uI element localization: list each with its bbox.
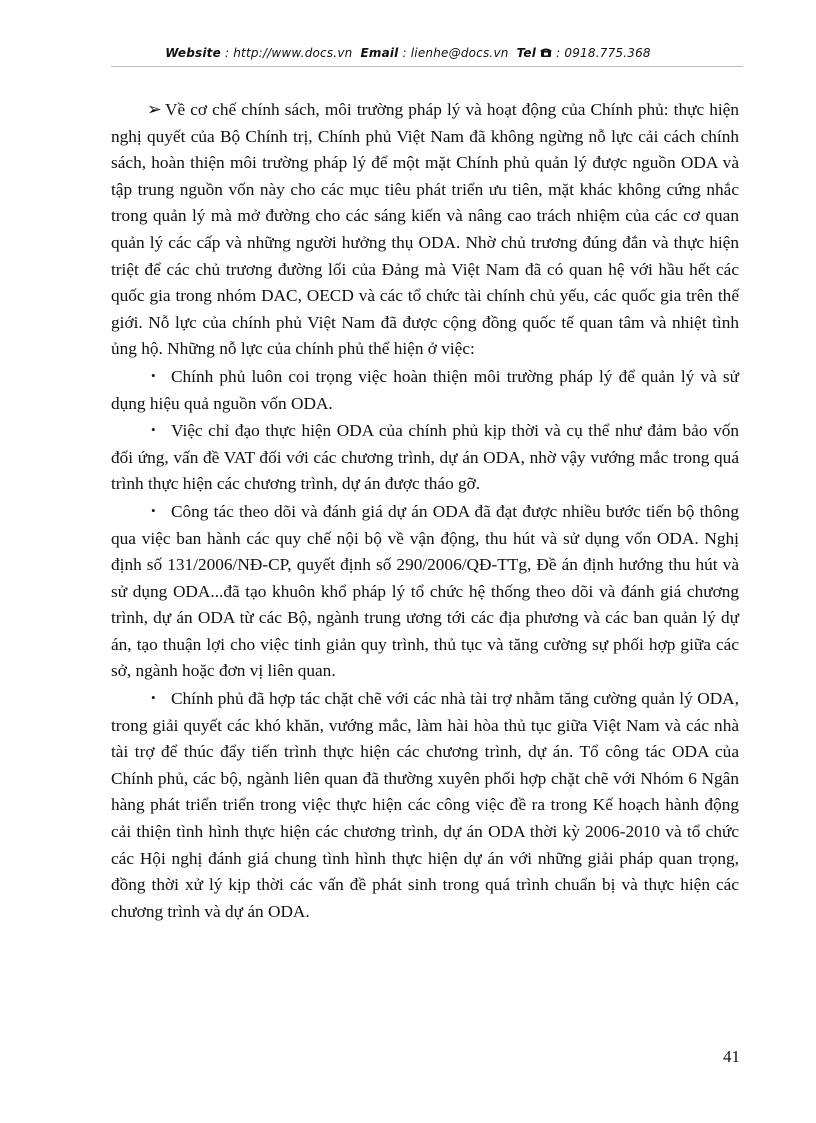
- bullet-paragraph: [111, 685, 739, 925]
- website-label: Website: [165, 46, 221, 60]
- bullet-icon: •: [151, 367, 156, 383]
- header-divider: [111, 66, 743, 67]
- bullet-paragraph: [111, 498, 739, 685]
- page-header: [0, 46, 816, 60]
- tel-label: Tel: [516, 46, 537, 60]
- email-value: : lienhe@docs.vn: [402, 46, 509, 60]
- bullet-icon: •: [151, 422, 156, 438]
- email-label: Email: [360, 46, 399, 60]
- bullet-icon: •: [151, 502, 156, 518]
- arrow-bullet-icon: ➢: [147, 100, 162, 119]
- bullet-text: Công tác theo dõi và đánh giá dự án ODA đã đạt được nhiều bước tiến bộ thông qua việc ban hành các quy chế nội bộ về vận động, thu hút và sử dụng vốn ODA. Nghị định số 131/2006/NĐ-CP, quyết định số 290/2006/QĐ-TTg, Đề án định hướng thu hút và sử dụng ODA...đã tạo khuôn khổ pháp lý tổ chức hệ thống theo dõi và đánh giá chương trình, dự án ODA từ các Bộ, ngành trung ương tới các địa phương và các ban quản lý dự án, tạo thuận lợi cho việc tinh giản quy trình, thủ tục và tăng cường sự phối hợp giữa các sở, ngành hoặc đơn vị liên quan.: [111, 501, 739, 681]
- tel-value: : 0918.775.368: [556, 46, 651, 60]
- bullet-icon: •: [151, 690, 156, 706]
- bullet-paragraph: [111, 417, 739, 498]
- lead-text: Về cơ chế chính sách, môi trường pháp lý và hoạt động của Chính phủ: thực hiện nghị quyết của Bộ Chính trị, Chính phủ Việt Nam đã không ngừng nỗ lực cải cách chính sách, hoàn thiện môi trường pháp lý để một mặt Chính phủ quản lý được nguồn ODA và tập trung nguồn vốn này cho các mục tiêu phát triển ưu tiên, mặt khác không cứng nhắc trong quản lý mà mở đường cho các sáng kiến và nâng cao trách nhiệm của các cơ quan quản lý các cấp và những người hưởng thụ ODA. Nhờ chủ trương đúng đắn và thực hiện triệt để các chủ trương đường lối của Đảng mà Việt Nam đã có quan hệ với hầu hết các quốc gia trong nhóm DAC, OECD và các tổ chức tài chính chủ yếu, các quốc gia trên thế giới. Nỗ lực của chính phủ Việt Nam đã được cộng đồng quốc tế quan tâm và nhiệt tình ủng hộ. Những nỗ lực của chính phủ thể hiện ở việc:: [111, 100, 739, 359]
- lead-paragraph: [111, 97, 739, 363]
- bullet-paragraph: [111, 363, 739, 417]
- bullet-text: Chính phủ luôn coi trọng việc hoàn thiện môi trường pháp lý để quản lý và sử dụng hiệu quả nguồn vốn ODA.: [111, 366, 739, 413]
- bullet-text: Chính phủ đã hợp tác chặt chẽ với các nhà tài trợ nhằm tăng cường quản lý ODA, trong giải quyết các khó khăn, vướng mắc, làm hài hòa thủ tục giữa Việt Nam và các nhà tài trợ để thúc đẩy tiến trình thực hiện các chương trình, dự án. Tổ công tác ODA của Chính phủ, các bộ, ngành liên quan đã thường xuyên phối hợp chặt chẽ với Nhóm 6 Ngân hàng phát triển triển trong việc thực hiện các công việc đề ra trong Kế hoạch hành động cải thiện tình hình thực hiện các chương trình, dự án ODA thời kỳ 2006-2010 và tổ chức các Hội nghị đánh giá chung tình hình thực hiện dự án với những giải pháp quan trọng, đồng thời xử lý kịp thời các vấn đề phát sinh trong quá trình chuẩn bị và thực hiện các chương trình và dự án ODA.: [111, 689, 739, 921]
- bullet-text: Việc chỉ đạo thực hiện ODA của chính phủ kịp thời và cụ thể như đảm bảo vốn đối ứng, vấn đề VAT đối với các chương trình, dự án ODA, nhờ vậy vướng mắc trong quá trình thực hiện các chương trình, dự án được tháo gỡ.: [111, 421, 739, 494]
- document-body: [111, 97, 739, 925]
- page-number: 41: [723, 1047, 740, 1066]
- website-value: : http://www.docs.vn: [224, 46, 353, 60]
- phone-icon: [540, 46, 556, 60]
